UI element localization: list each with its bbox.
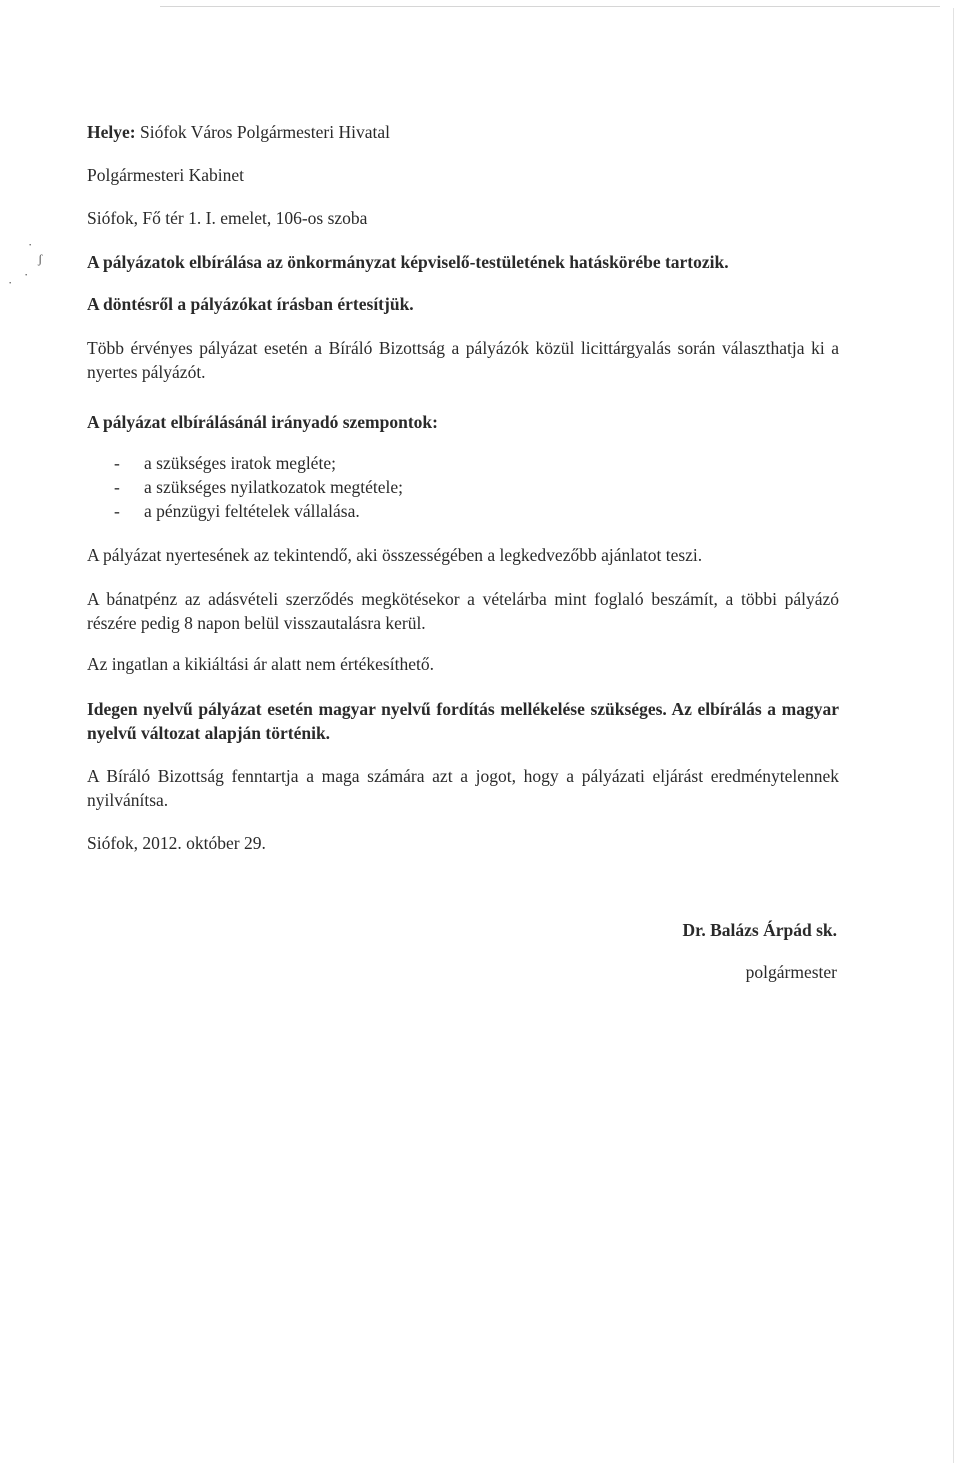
scan-speck: ʃ — [38, 251, 43, 266]
authority-paragraph: A pályázatok elbírálása az önkormányzat képviselő-testületének hatáskörébe tartozik. — [87, 252, 729, 272]
location-label: Helye: — [87, 122, 136, 142]
winner-rule-paragraph: A pályázat nyertesének az tekintendő, aki összességében a legkedvezőbb ajánlatot teszi. — [87, 545, 703, 565]
list-dash: - — [114, 477, 120, 497]
deposit-rule-paragraph: A bánatpénz az adásvételi szerződés megkötésekor a vételárba mint foglaló beszámít, a többi pályázó részére pedig 8 napon belül visszautalásra kerül. — [87, 589, 839, 633]
location-address: Siófok, Fő tér 1. I. emelet, 106-os szoba — [87, 208, 368, 228]
location-office: Siófok Város Polgármesteri Hivatal — [139, 122, 390, 142]
place-date: Siófok, 2012. október 29. — [87, 833, 266, 853]
criteria-item — [114, 475, 403, 499]
location-line — [87, 120, 390, 144]
criteria-item — [114, 451, 336, 475]
list-dash: - — [114, 501, 120, 521]
price-rule-paragraph: Az ingatlan a kikiáltási ár alatt nem értékesíthető. — [87, 654, 434, 674]
scan-speck: · — [8, 275, 13, 290]
reservation-rule-paragraph: A Bíráló Bizottság fenntartja a maga számára azt a jogot, hogy a pályázati eljárást eredménytelennek nyilvánítsa. — [87, 766, 839, 810]
scan-edge-right — [953, 8, 954, 1463]
criteria-item — [114, 499, 360, 523]
criteria-heading: A pályázat elbírálásánál irányadó szempontok: — [87, 412, 438, 432]
multiple-bids-paragraph: Több érvényes pályázat esetén a Bíráló Bizottság a pályázók közül licittárgyalás során választhatja ki a nyertes pályázót. — [87, 338, 839, 382]
language-rule-paragraph: Idegen nyelvű pályázat esetén magyar nyelvű fordítás mellékelése szükséges. Az elbírálás a magyar nyelvű változat alapján történik. — [87, 699, 839, 743]
scan-speck: · — [24, 267, 29, 282]
criteria-item-text: a szükséges iratok megléte; — [144, 453, 336, 473]
scan-speck: · — [28, 237, 33, 252]
location-cabinet: Polgármesteri Kabinet — [87, 165, 244, 185]
list-dash: - — [114, 453, 120, 473]
notification-paragraph: A döntésről a pályázókat írásban értesítjük. — [87, 294, 414, 314]
scan-edge-top — [160, 6, 940, 7]
criteria-item-text: a pénzügyi feltételek vállalása. — [144, 501, 360, 521]
signature-title: polgármester — [745, 962, 837, 982]
criteria-item-text: a szükséges nyilatkozatok megtétele; — [144, 477, 404, 497]
signature-name: Dr. Balázs Árpád sk. — [682, 920, 837, 940]
